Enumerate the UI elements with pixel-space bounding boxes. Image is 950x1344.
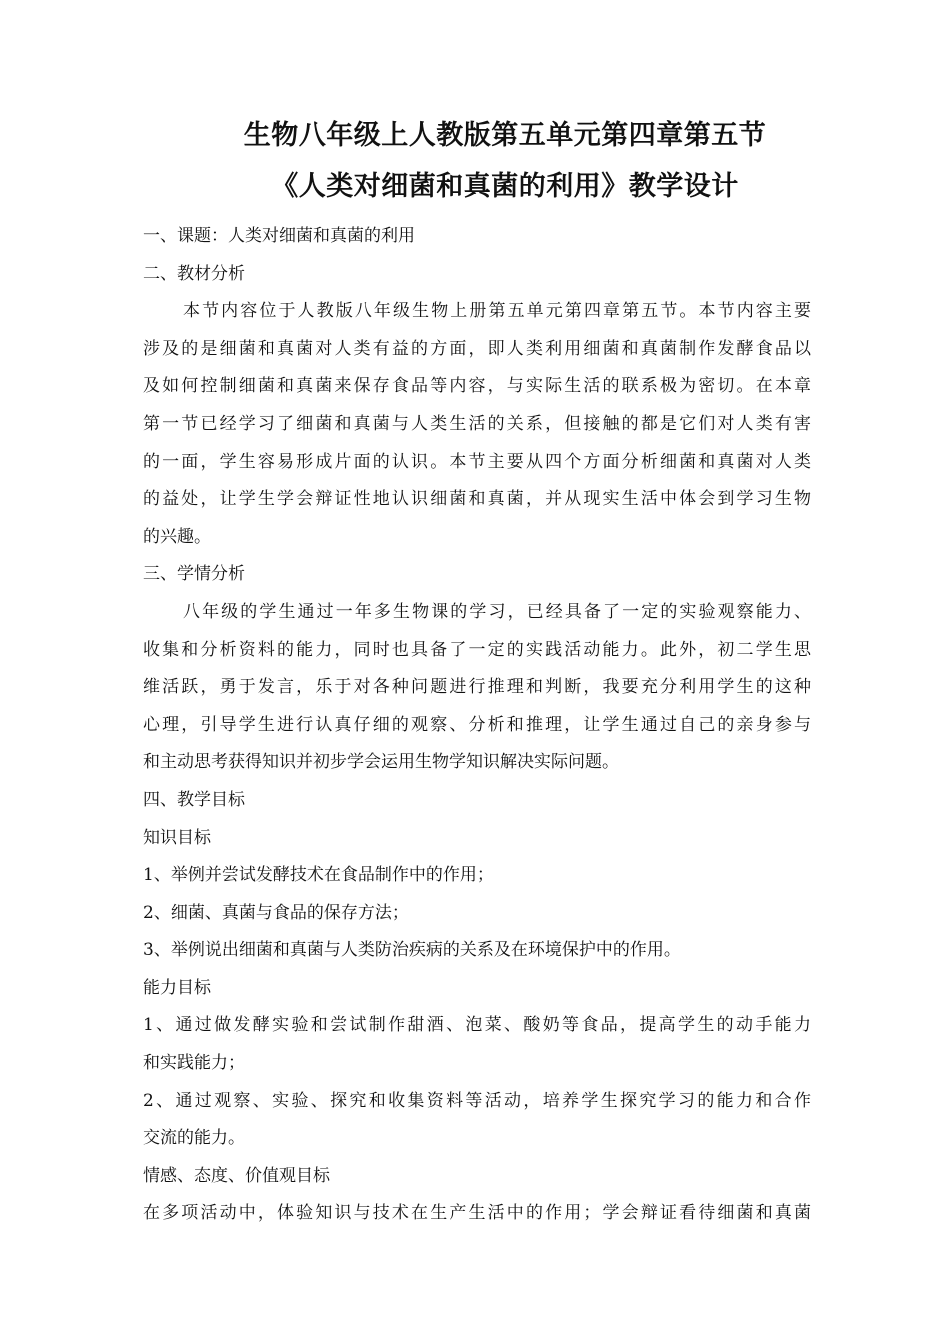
subheading-knowledge-goals: 知识目标 [143, 827, 211, 848]
subheading-emotion-goals: 情感、态度、价值观目标 [143, 1165, 330, 1186]
subheading-ability-goals: 能力目标 [143, 977, 211, 998]
paragraph-line: 和主动思考获得知识并初步学会运用生物学知识解决实际问题。 [143, 752, 619, 773]
paragraph-line: 本节内容位于人教版八年级生物上册第五单元第四章第五节。本节内容主要 [183, 301, 811, 322]
paragraph-line: 收集和分析资料的能力，同时也具备了一定的实践活动能力。此外，初二学生思 [143, 639, 811, 660]
section-heading-textbook-analysis: 二、教材分析 [143, 263, 245, 284]
paragraph-line: 的一面，学生容易形成片面的认识。本节主要从四个方面分析细菌和真菌对人类 [143, 451, 811, 472]
paragraph-line: 八年级的学生通过一年多生物课的学习，已经具备了一定的实验观察能力、 [183, 601, 811, 622]
paragraph-line: 涉及的是细菌和真菌对人类有益的方面，即人类利用细菌和真菌制作发酵食品以 [143, 338, 811, 359]
list-item: 1、通过做发酵实验和尝试制作甜酒、泡菜、酸奶等食品，提高学生的动手能力 [143, 1015, 811, 1036]
paragraph-line: 维活跃，勇于发言，乐于对各种问题进行推理和判断，我要充分利用学生的这种 [143, 677, 811, 698]
paragraph-line: 心理，引导学生进行认真仔细的观察、分析和推理，让学生通过自己的亲身参与 [143, 714, 811, 735]
list-item-continuation: 和实践能力； [143, 1053, 245, 1074]
paragraph-line: 第一节已经学习了细菌和真菌与人类生活的关系，但接触的都是它们对人类有害 [143, 413, 811, 434]
list-item: 3、举例说出细菌和真菌与人类防治疾病的关系及在环境保护中的作用。 [143, 940, 681, 961]
paragraph-line: 在多项活动中，体验知识与技术在生产生活中的作用；学会辩证看待细菌和真菌 [143, 1203, 811, 1224]
paragraph-line: 的益处，让学生学会辩证性地认识细菌和真菌，并从现实生活中体会到学习生物 [143, 489, 811, 510]
paragraph-line: 及如何控制细菌和真菌来保存食品等内容，与实际生活的联系极为密切。在本章 [143, 376, 811, 397]
section-heading-student-analysis: 三、学情分析 [143, 564, 245, 585]
document-body [143, 218, 811, 1233]
section-heading-teaching-goals: 四、教学目标 [143, 789, 245, 810]
section-heading-topic: 一、课题：人类对细菌和真菌的利用 [143, 226, 415, 246]
list-item: 2、通过观察、实验、探究和收集资料等活动，培养学生探究学习的能力和合作 [143, 1090, 811, 1111]
list-item: 2、细菌、真菌与食品的保存方法； [143, 902, 409, 923]
document-title-line-2: 《人类对细菌和真菌的利用》教学设计 [271, 171, 739, 202]
list-item: 1、举例并尝试发酵技术在食品制作中的作用； [143, 865, 494, 886]
paragraph-line: 的兴趣。 [143, 526, 211, 547]
document-title-line-1: 生物八年级上人教版第五单元第四章第五节 [243, 120, 767, 151]
list-item-continuation: 交流的能力。 [143, 1128, 245, 1149]
